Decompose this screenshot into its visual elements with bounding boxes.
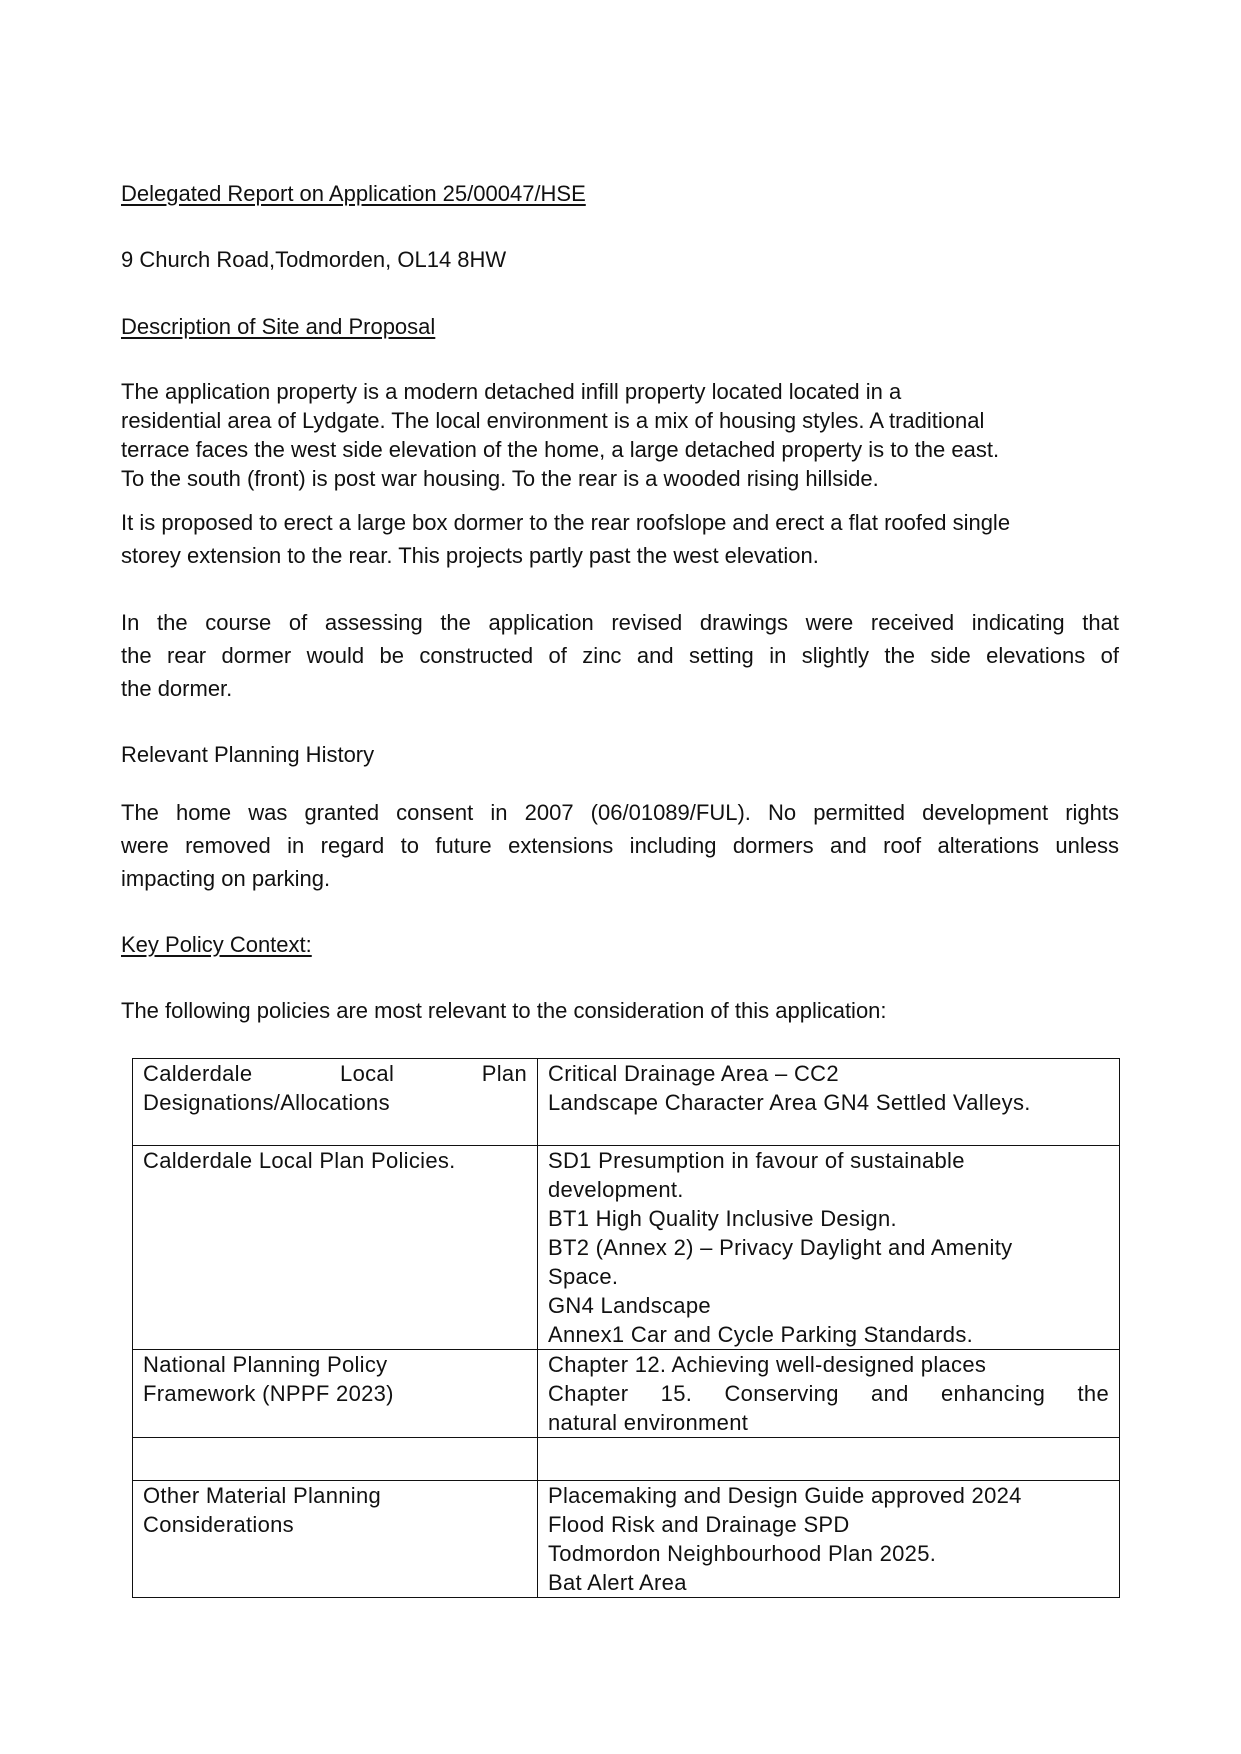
cell-line: Critical Drainage Area – CC2 [548, 1061, 839, 1086]
paragraph-history [121, 796, 1119, 895]
cell-line: Considerations [143, 1512, 294, 1537]
cell-line: Landscape Character Area GN4 Settled Valleys. [548, 1090, 1031, 1115]
cell-line: Annex1 Car and Cycle Parking Standards. [548, 1322, 974, 1347]
report-title [121, 179, 1119, 208]
cell-line: Bat Alert Area [548, 1570, 687, 1595]
paragraph-revisions [121, 606, 1119, 705]
table-cell-label [133, 1350, 538, 1438]
cell-line: SD1 Presumption in favour of sustainable [548, 1148, 965, 1173]
text-line: To the south (front) is post war housing. To the rear is a wooded rising hillside. [121, 466, 879, 491]
cell-line: BT2 (Annex 2) – Privacy Daylight and Amenity [548, 1235, 1013, 1260]
policy-intro [121, 994, 1119, 1027]
heading-text: Key Policy Context: [121, 932, 312, 957]
table-cell-items [538, 1059, 1120, 1146]
heading-history [121, 738, 1119, 771]
table-cell-empty [133, 1438, 538, 1481]
table-row-empty [133, 1438, 1120, 1481]
cell-line: BT1 High Quality Inclusive Design. [548, 1206, 897, 1231]
heading-text: Description of Site and Proposal [121, 314, 436, 339]
text-line: In the course of assessing the application revised drawings were received indicating that [121, 610, 1119, 635]
text-line: It is proposed to erect a large box dormer to the rear roofslope and erect a flat roofed single [121, 510, 1011, 535]
cell-line: Flood Risk and Drainage SPD [548, 1512, 850, 1537]
text-line: The following policies are most relevant to the consideration of this application: [121, 998, 887, 1023]
table-cell-empty [538, 1438, 1120, 1481]
cell-line: National Planning Policy [143, 1352, 388, 1377]
address-text: 9 Church Road,Todmorden, OL14 8HW [121, 247, 507, 272]
heading-text: Relevant Planning History [121, 742, 375, 767]
cell-line: development. [548, 1177, 684, 1202]
cell-line: Framework (NPPF 2023) [143, 1381, 394, 1406]
cell-line: Calderdale Local Plan [143, 1061, 527, 1086]
cell-line: GN4 Landscape [548, 1293, 711, 1318]
policy-table [132, 1058, 1120, 1598]
text-line: the rear dormer would be constructed of zinc and setting in slightly the side elevations of [121, 643, 1119, 668]
heading-description [121, 312, 1119, 341]
text-line: The application property is a modern detached infill property located located in a [121, 379, 902, 404]
text-line: The home was granted consent in 2007 (06/01089/FUL). No permitted development rights [121, 800, 1119, 825]
text-line: residential area of Lydgate. The local environment is a mix of housing styles. A traditional [121, 408, 985, 433]
cell-line: Placemaking and Design Guide approved 2024 [548, 1483, 1022, 1508]
table-cell-label [133, 1146, 538, 1350]
text-line: storey extension to the rear. This projects partly past the west elevation. [121, 543, 819, 568]
table-cell-label [133, 1059, 538, 1146]
title-text: Delegated Report on Application 25/00047/HSE [121, 181, 586, 206]
cell-line: Space. [548, 1264, 619, 1289]
table-cell-items [538, 1481, 1120, 1598]
cell-line: Designations/Allocations [143, 1090, 390, 1115]
paragraph-proposal [121, 506, 1119, 572]
text-line: were removed in regard to future extensions including dormers and roof alterations unless [121, 833, 1119, 858]
table-row [133, 1481, 1120, 1598]
table-cell-label [133, 1481, 538, 1598]
cell-line: Other Material Planning [143, 1483, 382, 1508]
table-row [133, 1350, 1120, 1438]
cell-line: Todmordon Neighbourhood Plan 2025. [548, 1541, 937, 1566]
table-row [133, 1059, 1120, 1146]
table-cell-items [538, 1350, 1120, 1438]
text-line: the dormer. [121, 676, 233, 701]
cell-line: Chapter 12. Achieving well-designed places [548, 1352, 987, 1377]
paragraph-site [121, 377, 1119, 493]
table-cell-items [538, 1146, 1120, 1350]
text-line: terrace faces the west side elevation of the home, a large detached property is to the east. [121, 437, 1000, 462]
cell-line: natural environment [548, 1410, 749, 1435]
table-row [133, 1146, 1120, 1350]
text-line: impacting on parking. [121, 866, 331, 891]
heading-policy [121, 928, 1119, 961]
site-address [121, 245, 1119, 274]
cell-line: Chapter 15. Conserving and enhancing the [548, 1381, 1109, 1406]
cell-line: Calderdale Local Plan Policies. [143, 1148, 456, 1173]
